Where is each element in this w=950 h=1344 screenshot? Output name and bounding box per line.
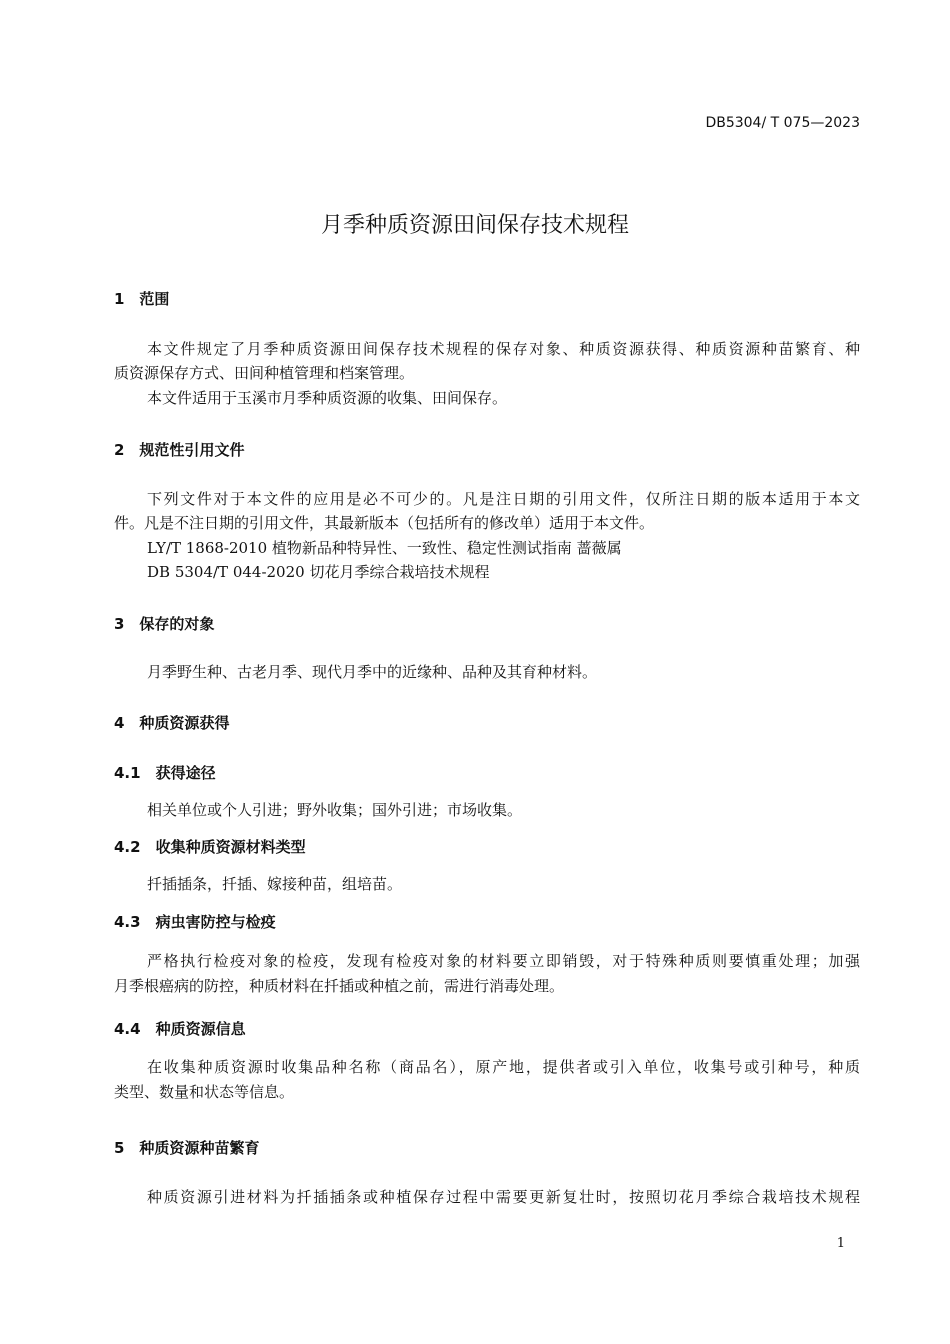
normative-reference-2: DB 5304/T 044-2020 切花月季综合栽培技术规程: [147, 563, 490, 581]
section-5-paragraph-line-1: 种质资源引进材料为扦插插条或种植保存过程中需要更新复壮时，按照切花月季综合栽培技术规程: [147, 1188, 860, 1206]
section-4-3-paragraph-line-2: 月季根癌病的防控，种质材料在扦插或种植之前，需进行消毒处理。: [114, 977, 565, 995]
section-3-paragraph: 月季野生种、古老月季、现代月季中的近缘种、品种及其育种材料。: [147, 663, 598, 681]
document-title: 月季种质资源田间保存技术规程: [320, 213, 629, 238]
section-4-heading: 4 种质资源获得: [114, 714, 230, 732]
section-4-4-paragraph-line-2: 类型、数量和状态等信息。: [114, 1083, 295, 1101]
section-3-heading: 3 保存的对象: [114, 615, 215, 633]
section-4-2-paragraph: 扦插插条，扦插、嫁接种苗，组培苗。: [147, 875, 403, 893]
page-number: 1: [836, 1236, 845, 1251]
section-4-1-paragraph: 相关单位或个人引进；野外收集；国外引进；市场收集。: [147, 801, 523, 819]
document-code: DB5304/ T 075—2023: [705, 115, 860, 131]
normative-reference-1: LY/T 1868-2010 植物新品种特异性、一致性、稳定性测试指南 蔷薇属: [147, 539, 622, 557]
section-1-heading: 1 范围: [114, 290, 170, 308]
section-1-paragraph-line-2: 质资源保存方式、田间种植管理和档案管理。: [114, 364, 415, 382]
section-2-paragraph-line-2: 件。凡是不注日期的引用文件，其最新版本（包括所有的修改单）适用于本文件。: [114, 514, 655, 532]
section-4-1-heading: 4.1 获得途径: [114, 764, 216, 782]
section-4-2-heading: 4.2 收集种质资源材料类型: [114, 838, 306, 856]
section-2-heading: 2 规范性引用文件: [114, 441, 245, 459]
section-1-paragraph-2: 本文件适用于玉溪市月季种质资源的收集、田间保存。: [147, 389, 508, 407]
section-4-4-heading: 4.4 种质资源信息: [114, 1020, 246, 1038]
section-2-paragraph-line-1: 下列文件对于本文件的应用是必不可少的。凡是注日期的引用文件，仅所注日期的版本适用于本文: [147, 490, 860, 508]
section-4-3-paragraph-line-1: 严格执行检疫对象的检疫，发现有检疫对象的材料要立即销毁，对于特殊种质则要慎重处理；加强: [147, 952, 860, 970]
section-4-4-paragraph-line-1: 在收集种质资源时收集品种名称（商品名），原产地，提供者或引入单位，收集号或引种号，种质: [147, 1058, 860, 1076]
section-4-3-heading: 4.3 病虫害防控与检疫: [114, 913, 276, 931]
section-1-paragraph-line-1: 本文件规定了月季种质资源田间保存技术规程的保存对象、种质资源获得、种质资源种苗繁育、种: [147, 340, 860, 358]
section-5-heading: 5 种质资源种苗繁育: [114, 1139, 260, 1157]
